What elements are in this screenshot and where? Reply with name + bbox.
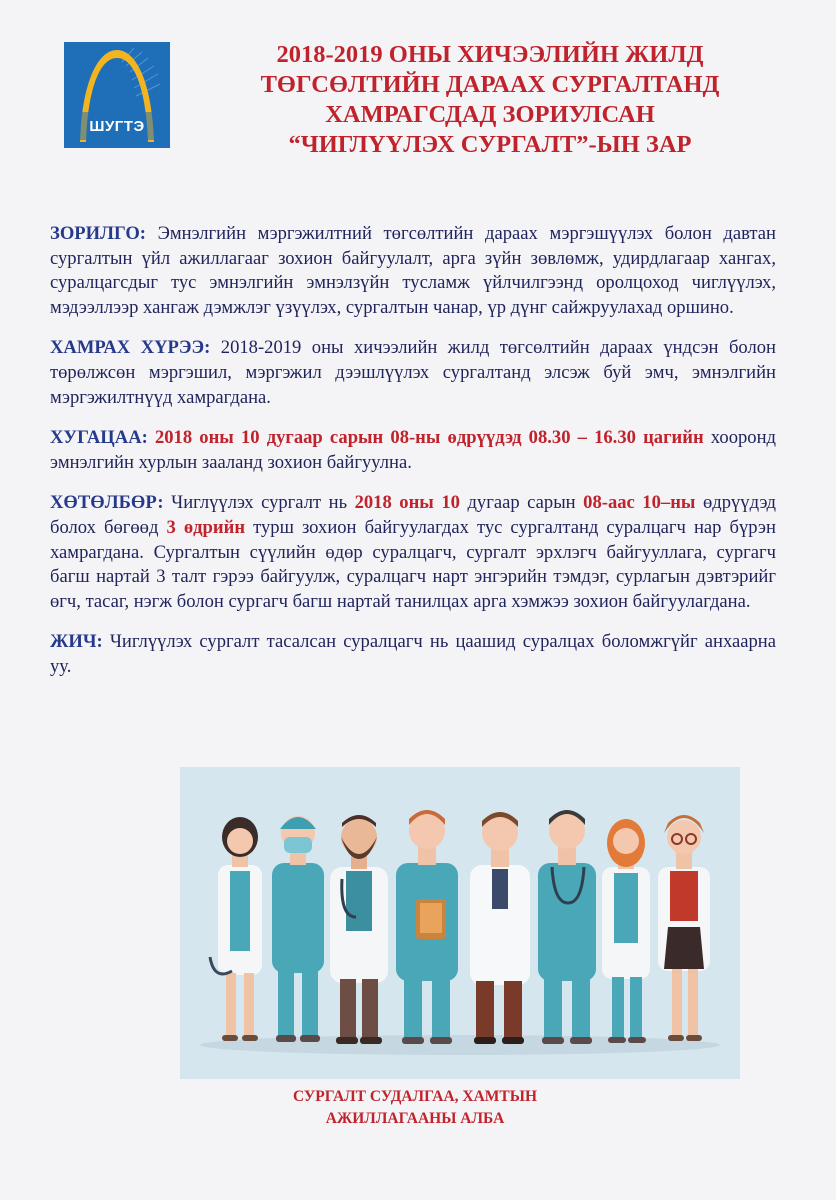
program-text: дугаар сарын <box>459 492 584 514</box>
scope-paragraph <box>50 336 776 410</box>
logo-text: ШУГТЭ <box>89 118 145 135</box>
program-highlight: 2018 оны 10 <box>354 492 460 514</box>
program-text: өдрүүдэд болох бөгөөд <box>50 492 777 538</box>
organization-logo <box>64 42 170 148</box>
program-text: турш зохион байгуулагдах тус сургалтанд суралцагч нар бүрэн хамрагдана. Сургалтын сүүлийн өдөр суралцагч, сургалт эрхлэгч байгууллага, сургагч багш нартай 3 талт гэрээ байгуулж, суралцагч нарт энгэрийн тэмдэг, сурлагын дэвтэрийг өгч, тасаг, нэгж болон сургагч багш нартай танилцах арга хэмжээ зохион байгуулагдана. <box>50 516 776 612</box>
duration-paragraph <box>50 426 776 475</box>
title-line: ТӨГСӨЛТИЙН ДАРААХ СУРГАЛТАНД <box>260 71 720 98</box>
announcement-title <box>210 40 770 160</box>
note-paragraph <box>50 630 776 679</box>
announcement-body <box>50 222 776 696</box>
goal-paragraph <box>50 222 776 320</box>
scope-label: ХАМРАХ ХҮРЭЭ: <box>50 337 211 359</box>
title-line: 2018-2019 ОНЫ ХИЧЭЭЛИЙН ЖИЛД <box>276 41 704 68</box>
program-paragraph <box>50 491 776 614</box>
program-highlight: 08-аас 10–ны <box>583 492 696 514</box>
note-label: ЖИЧ: <box>50 631 103 653</box>
duration-text: хооронд эмнэлгийн хурлын зааланд зохион байгуулна. <box>50 427 776 473</box>
duration-highlight: 2018 оны 10 дугаар сарын 08-ны өдрүүдэд 08.30 – 16.30 цагийн <box>147 427 704 449</box>
duration-label: ХУГАЦАА: <box>50 427 148 449</box>
medical-staff-illustration <box>180 767 740 1079</box>
department-signature <box>250 1086 580 1130</box>
footer-line: АЖИЛЛАГААНЫ АЛБА <box>325 1110 505 1127</box>
program-text: Чиглүүлэх сургалт нь <box>163 492 355 514</box>
goal-label: ЗОРИЛГО: <box>50 223 146 244</box>
note-text: Чиглүүлэх сургалт тасалсан суралцагч нь цаашид суралцах боломжгүйг анхаарна уу. <box>50 631 776 677</box>
program-label: ХӨТӨЛБӨР: <box>50 492 164 514</box>
program-highlight: 3 өдрийн <box>166 516 246 538</box>
goal-text: Эмнэлгийн мэргэжилтний төгсөлтийн дараах мэргэшүүлэх болон давтан сургалтын үйл ажиллагааг зохион байгуулалт, арга зүйн зөвлөмж, удирдлагаар хангах, суралцагсдыг тус эмнэлгийн эмнэлзүйн тусламж үйлчилгээнд оролцоход чиглүүлэх, мэдээллээр хангаж дэмжлэг үзүүлэх, сургалтын чанар, үр дүнг сайжруулахад оршино. <box>50 223 776 318</box>
footer-line: СУРГАЛТ СУДАЛГАА, ХАМТЫН <box>292 1088 538 1105</box>
scope-text: 2018-2019 оны хичээлийн жилд төгсөлтийн дараах үндсэн болон төрөлжсөн мэргэшил, мэргэжил дээшлүүлэх сургалтанд элсэж буй эмч, эмнэлгийн мэргэжилтнүүд хамрагдана. <box>50 337 776 408</box>
title-line: “ЧИГЛҮҮЛЭХ СУРГАЛТ”-ЫН ЗАР <box>288 131 692 158</box>
title-line: ХАМРАГСДАД ЗОРИУЛСАН <box>325 101 655 128</box>
doctors-group-image <box>180 767 740 1079</box>
